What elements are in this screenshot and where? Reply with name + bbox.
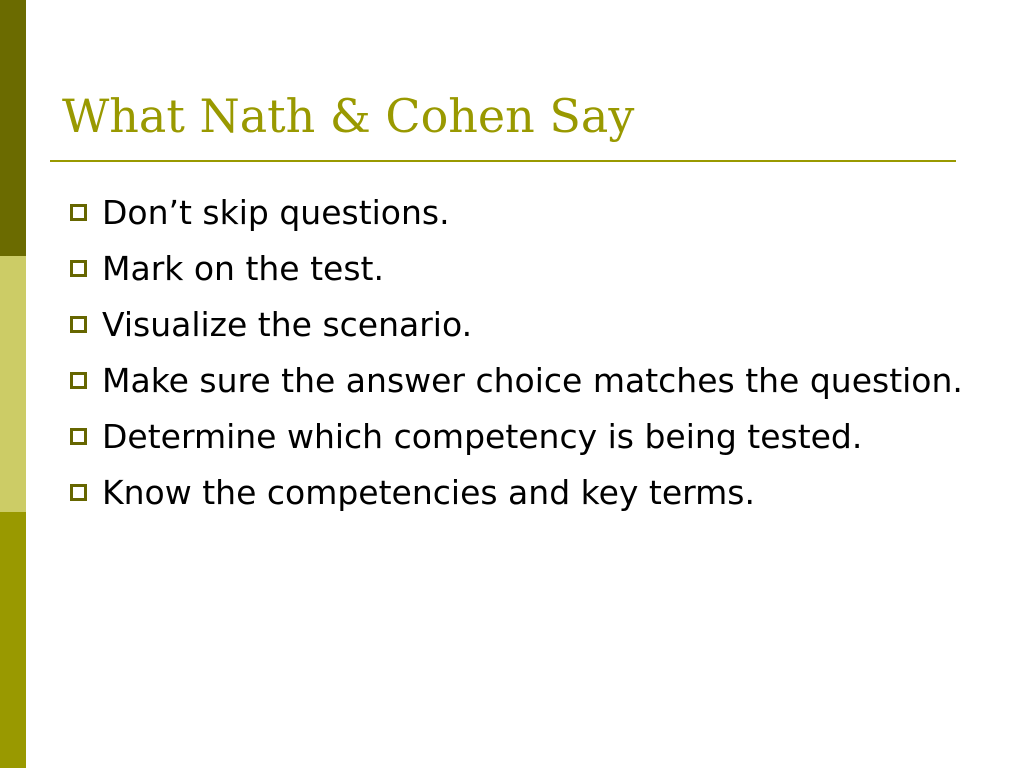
bullet-list	[68, 188, 968, 524]
slide-title: What Nath & Cohen Say	[62, 89, 635, 143]
bullet-text: Determine which competency is being tested.	[102, 417, 863, 456]
title-divider	[50, 160, 956, 162]
square-bullet-icon	[70, 260, 87, 277]
bullet-text: Know the competencies and key terms.	[102, 473, 755, 512]
square-bullet-icon	[70, 316, 87, 333]
bullet-item	[68, 300, 968, 349]
side-accent-segment-middle	[0, 256, 26, 512]
bullet-text: Don’t skip questions.	[102, 193, 450, 232]
bullet-item	[68, 412, 968, 461]
bullet-text: Make sure the answer choice matches the question.	[102, 361, 963, 400]
bullet-text: Visualize the scenario.	[102, 305, 473, 344]
side-accent-bar	[0, 0, 26, 768]
square-bullet-icon	[70, 484, 87, 501]
bullet-item	[68, 188, 968, 237]
side-accent-segment-bottom	[0, 512, 26, 768]
bullet-item	[68, 244, 968, 293]
bullet-item	[68, 356, 968, 405]
square-bullet-icon	[70, 204, 87, 221]
square-bullet-icon	[70, 428, 87, 445]
bullet-text: Mark on the test.	[102, 249, 384, 288]
bullet-item	[68, 468, 968, 517]
square-bullet-icon	[70, 372, 87, 389]
side-accent-segment-top	[0, 0, 26, 256]
